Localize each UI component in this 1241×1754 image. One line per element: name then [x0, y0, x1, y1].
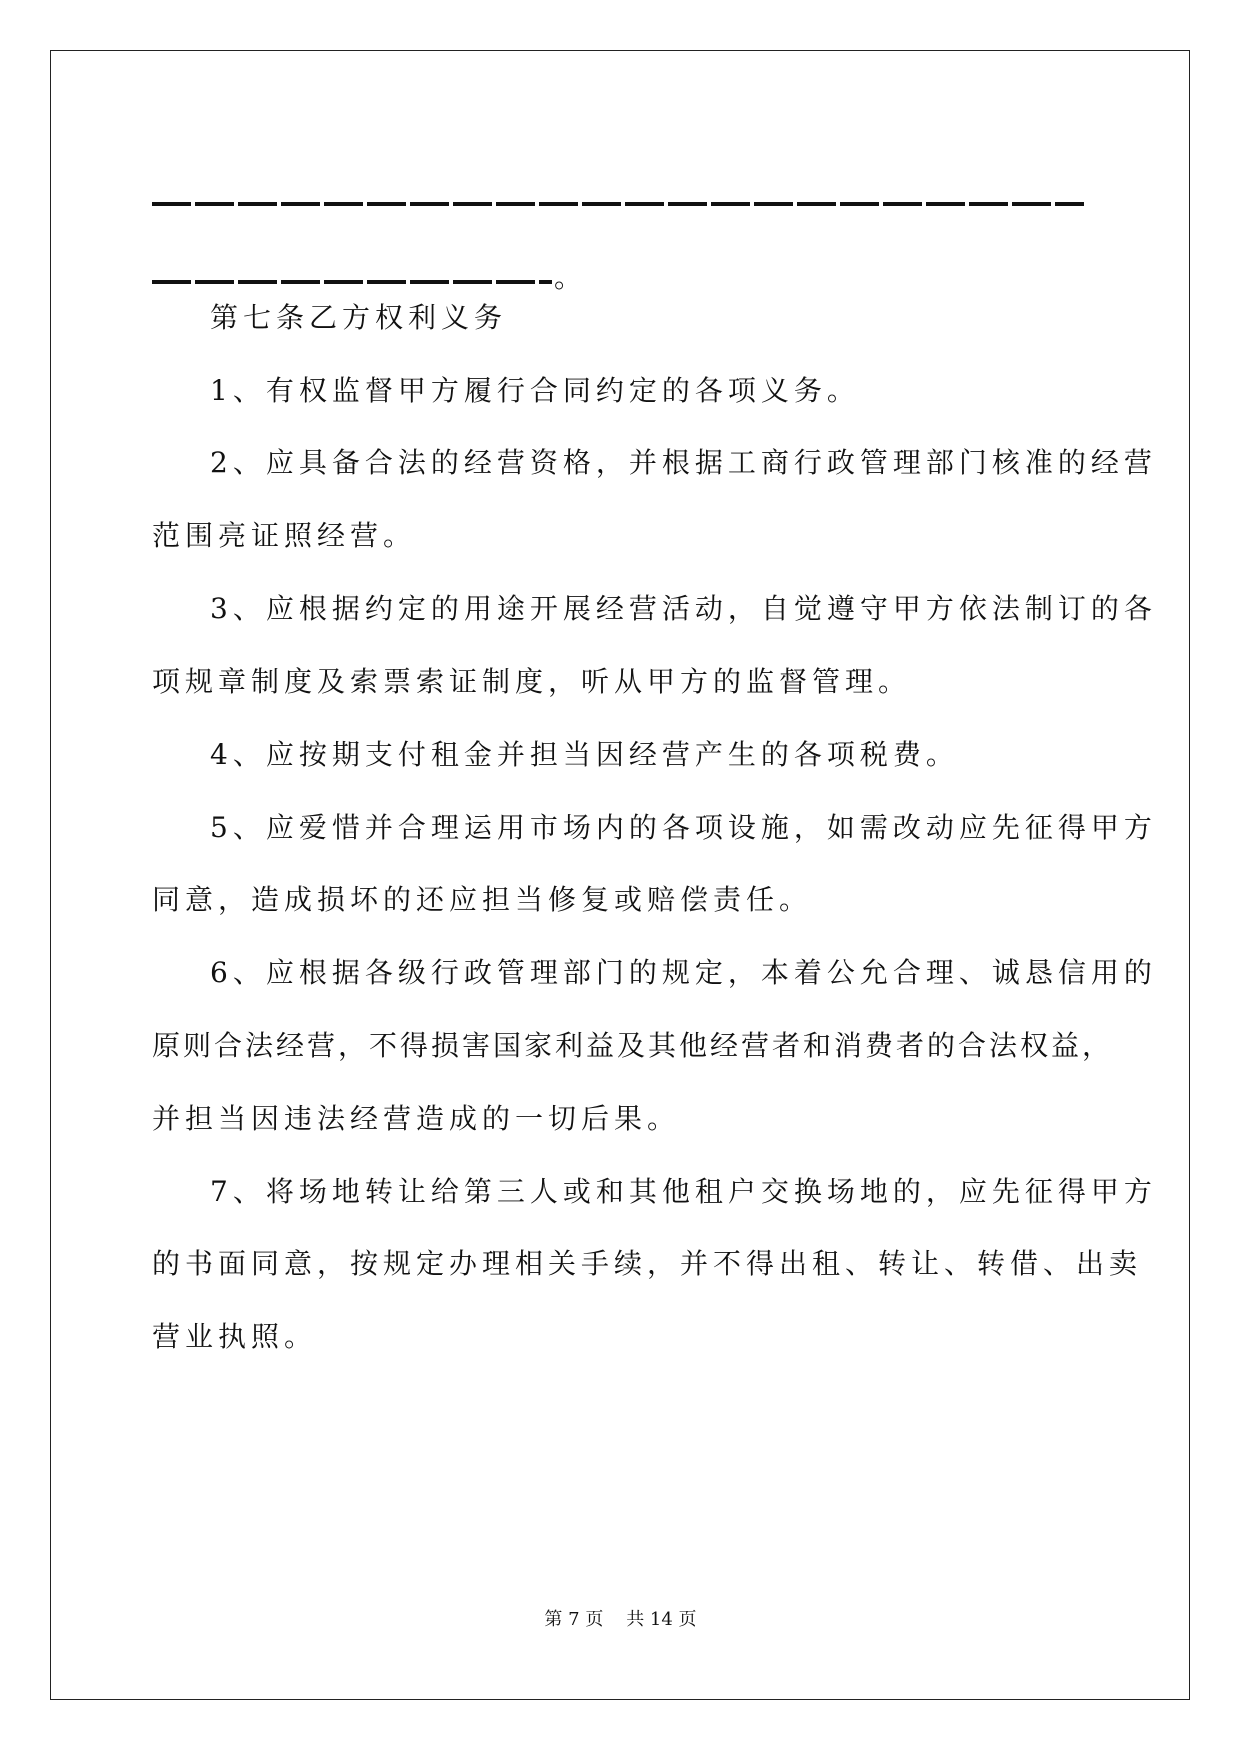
clause-line: 原则合法经营，不得损害国家利益及其他经营者和消费者的合法权益，	[152, 1029, 1114, 1062]
article-heading: 第七条乙方权利义务	[210, 301, 508, 334]
page-border	[50, 50, 1190, 1700]
blank-end-mark: 。	[554, 261, 583, 294]
clause-line: 范围亮证照经营。	[152, 519, 417, 552]
clause-line: 并担当因违法经营造成的一切后果。	[152, 1102, 681, 1135]
page-number: 第 7 页 共 14 页	[544, 1609, 697, 1630]
clause-line: 项规章制度及索票索证制度，听从甲方的监督管理。	[152, 665, 912, 698]
clause-line: 5、应爱惜并合理运用市场内的各项设施，如需改动应先征得甲方	[210, 811, 1157, 844]
fill-in-blank-line	[152, 202, 1084, 206]
clause-line: 同意，造成损坏的还应担当修复或赔偿责任。	[152, 883, 813, 916]
clause-line: 6、应根据各级行政管理部门的规定，本着公允合理、诚恳信用的	[210, 956, 1157, 989]
clause-line: 3、应根据约定的用途开展经营活动，自觉遵守甲方依法制订的各	[210, 592, 1157, 625]
clause-line: 2、应具备合法的经营资格，并根据工商行政管理部门核准的经营	[210, 446, 1157, 479]
clause-line: 1、有权监督甲方履行合同约定的各项义务。	[210, 374, 860, 407]
clause-line: 的书面同意，按规定办理相关手续，并不得出租、转让、转借、出卖	[152, 1247, 1143, 1280]
clause-line: 4、应按期支付租金并担当因经营产生的各项税费。	[210, 738, 959, 771]
fill-in-blank-line	[152, 280, 552, 284]
clause-line: 7、将场地转让给第三人或和其他租户交换场地的，应先征得甲方	[210, 1175, 1157, 1208]
clause-line: 营业执照。	[152, 1320, 318, 1353]
